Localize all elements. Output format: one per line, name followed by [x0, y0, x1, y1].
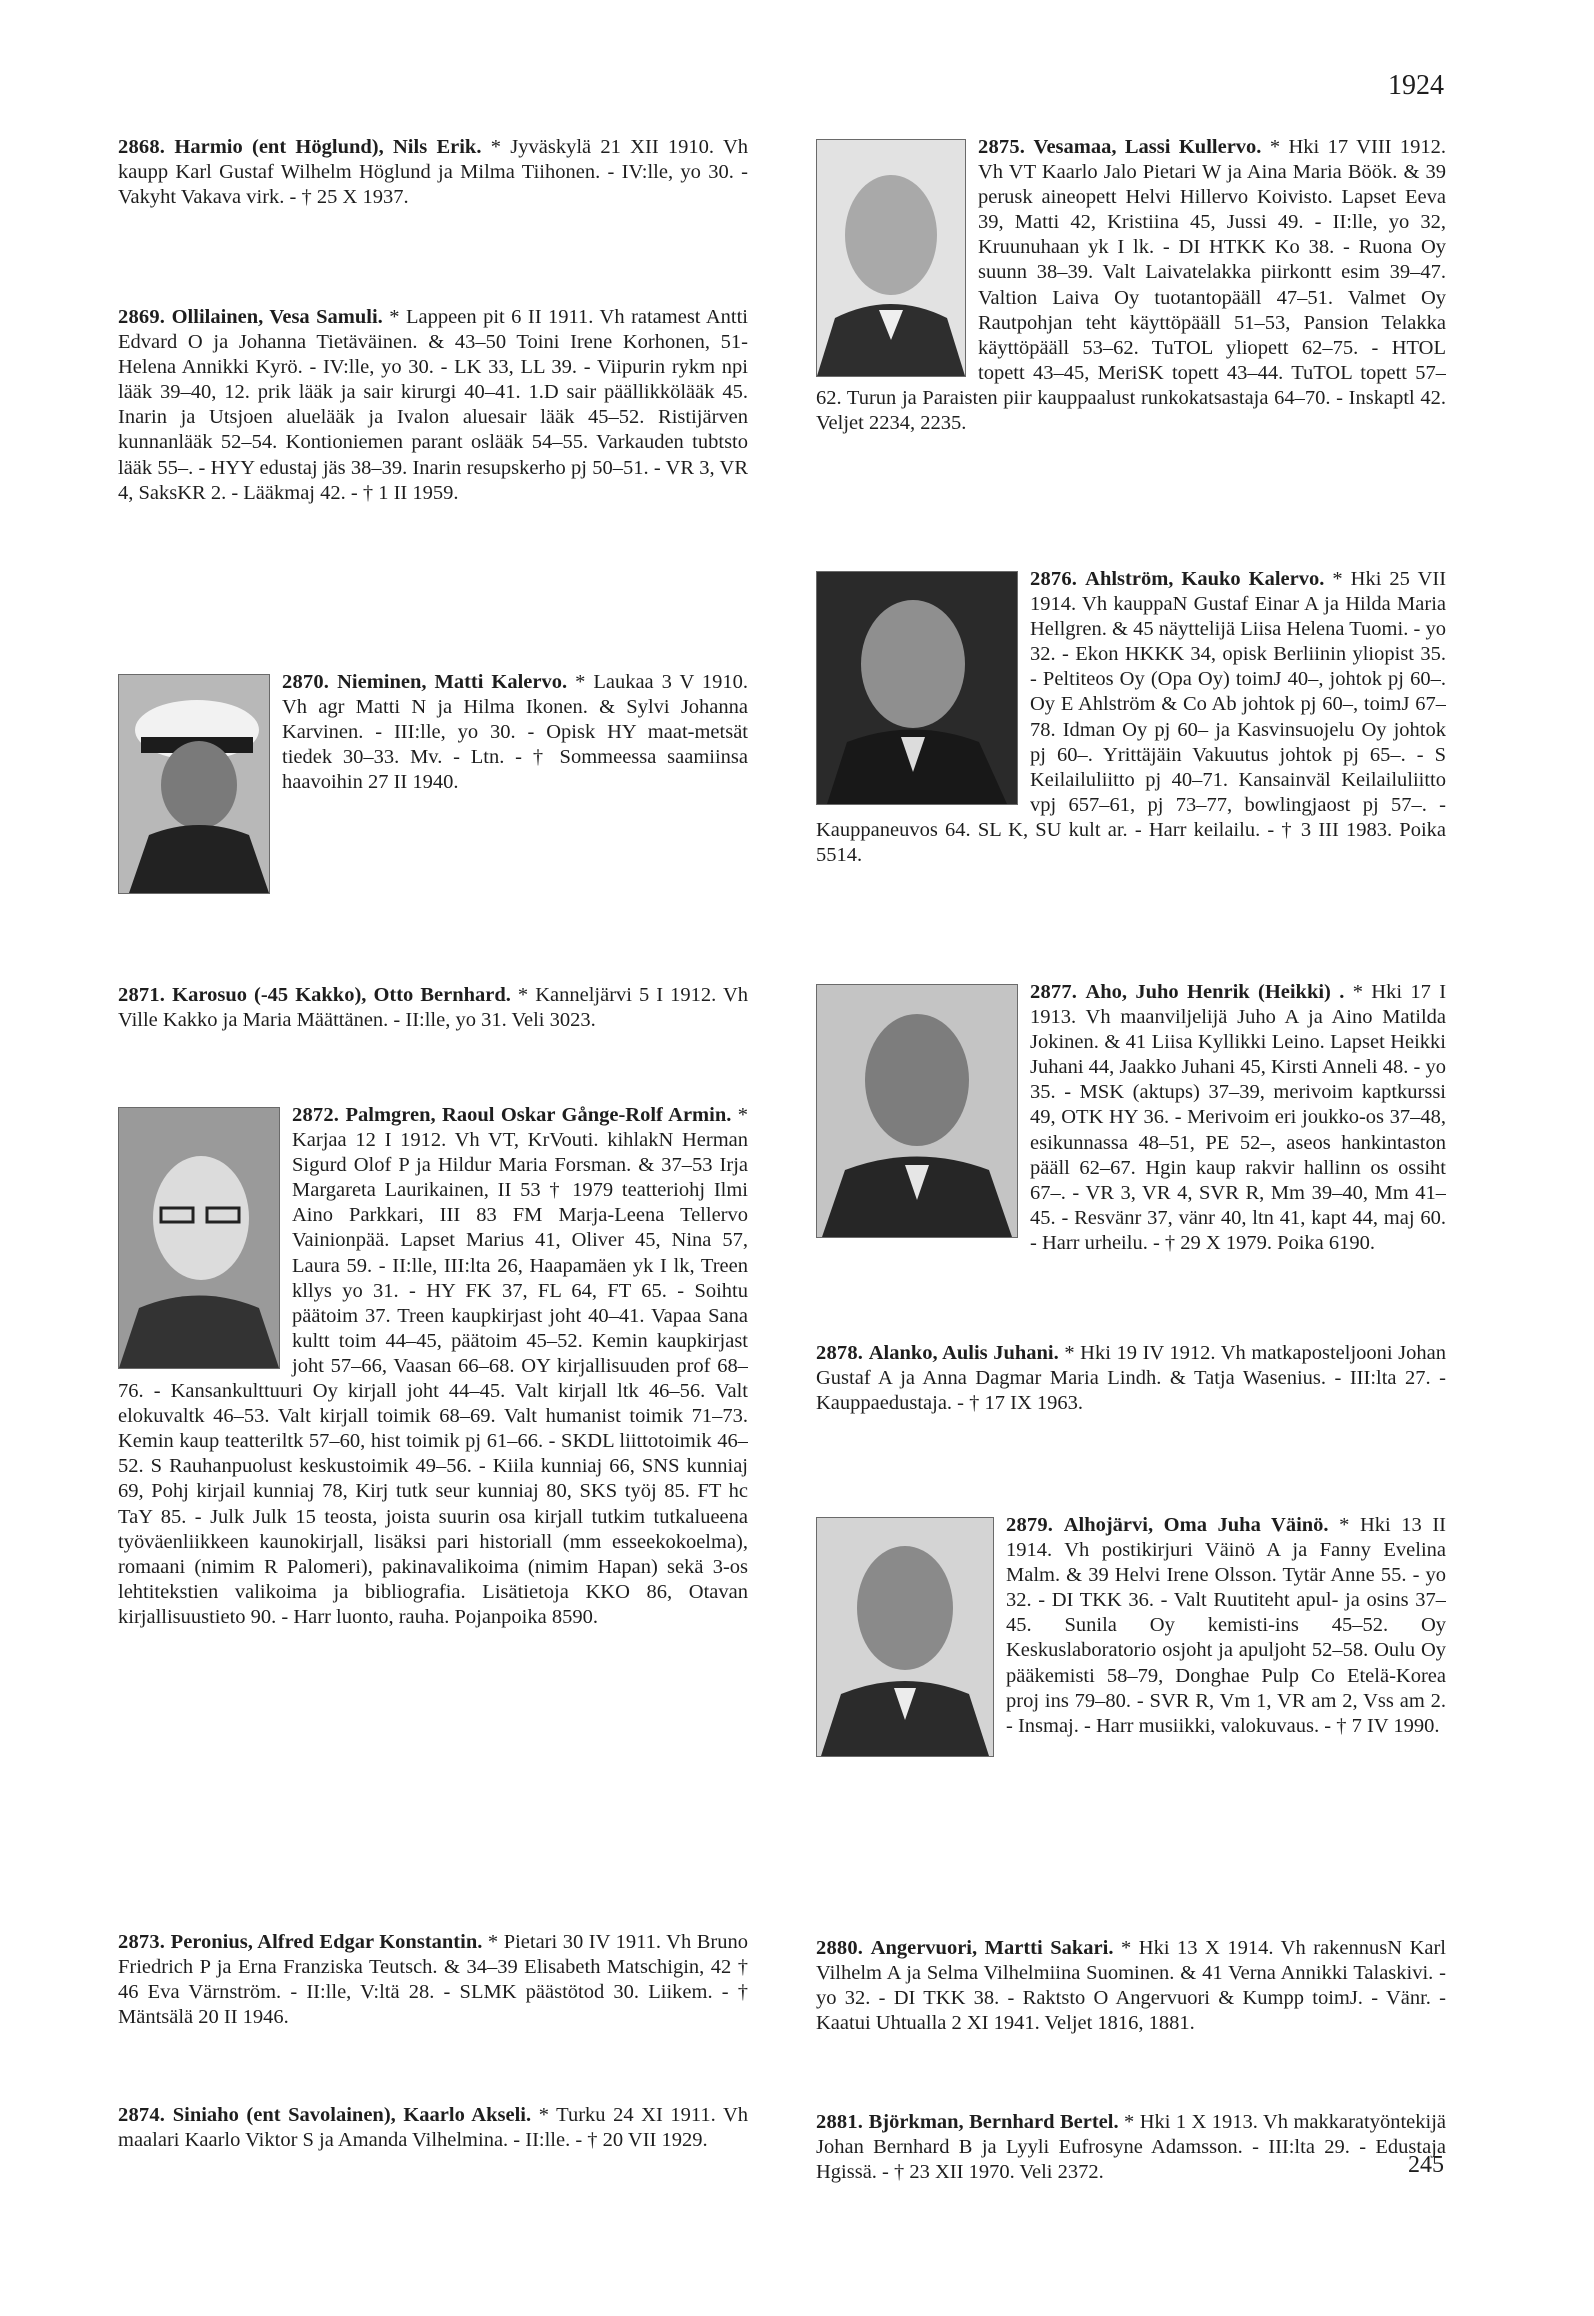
entry-name: Nieminen, Matti Kalervo. [337, 671, 568, 693]
entry-number: 2875. [978, 136, 1026, 158]
entry-name: Vesamaa, Lassi Kullervo. [1033, 136, 1262, 158]
portrait-photo [816, 139, 966, 377]
entry-text: * Hki 1 X 1913. Vh makkaratyöntekijä Johan Bernhard B ja Lyyli Eufrosyne Adamsson. - III:lta 29. - Edustaja Hgissä. - † 23 XII 1970. Veli 2372. [816, 2111, 1446, 2184]
entry-2878 [816, 1341, 1446, 1416]
entry-text: * Kanneljärvi 5 I 1912. Vh Ville Kakko ja Maria Määttänen. - II:lle, yo 31. Veli 3023. [118, 984, 748, 1032]
entry-2877 [816, 980, 1446, 1256]
entry-number: 2879. [1006, 1514, 1054, 1536]
entry-name: Harmio (ent Höglund), Nils Erik. [174, 136, 482, 158]
entry-text: * Lappeen pit 6 II 1911. Vh ratamest Antti Edvard O ja Johanna Tietäväinen. & 43–50 Toini Irene Korhonen, 51- Helena Annikki Kyrö. - IV:lle, yo 30. - LK 33, LL 39. - Viipurin rykm npi lääk 39–40, 12. prik lääk ja sair kirurgi 40–41. 1.D sair päällikkölääk 45. Inarin ja Utsjoen aluelääk ja Ivalon aluesair lääk 45–52. Ristijärven kunnanlääk 52–54. Kontioniemen parant oslääk 54–55. Varkauden tubtsto lääk 55–. - HYY edustaj jäs 38–39. Inarin resupskerho pj 50–51. - VR 3, VR 4, SaksKR 2. - Lääkmaj 42. - † 1 II 1959. [118, 306, 748, 504]
entry-name: Aho, Juho Henrik (Heikki) . [1085, 981, 1345, 1003]
entry-2875 [816, 135, 1446, 436]
entry-2873 [118, 1930, 748, 2030]
entry-2876 [816, 567, 1446, 868]
entry-2881 [816, 2110, 1446, 2185]
portrait-photo [118, 1107, 280, 1369]
entry-number: 2869. [118, 306, 166, 328]
entry-number: 2876. [1030, 568, 1078, 590]
entry-number: 2871. [118, 984, 166, 1006]
entry-text: * Laukaa 3 V 1910. Vh agr Matti N ja Hilma Ikonen. & Sylvi Johanna Karvinen. - III:lle, yo 30. - Opisk HY maat-metsät tiedek 30–33. Mv. - Ltn. - † Sommeessa saamiinsa haavoihin 27 II 1940. [282, 671, 748, 794]
entry-text: * Hki 13 II 1914. Vh postikirjuri Väinö A ja Fanny Evelina Malm. & 39 Helvi Irene Olsson. Tytär Anne 55. - yo 32. - DI TKK 36. - Valt Ruutiteht apul- ja osins 37–45. Sunila Oy kemisti-ins 45–52. Oy Keskuslaboratorio osjoht ja apuljoht 52–58. Oulu Oy pääkemisti 58–79, Donghae Pulp Co Etelä-Korea proj ins 79–80. - SVR R, Vm 1, VR am 2, Vss am 2. - Insmaj. - Harr musiikki, valokuvaus. - † 7 IV 1990. [1006, 1514, 1446, 1737]
entry-number: 2874. [118, 2104, 166, 2126]
entry-2869 [118, 305, 748, 506]
entry-name: Alanko, Aulis Juhani. [868, 1342, 1059, 1364]
entry-name: Björkman, Bernhard Bertel. [868, 2111, 1119, 2133]
entry-text: * Pietari 30 IV 1911. Vh Bruno Friedrich P ja Erna Franziska Teutsch. & 34–39 Elisabeth Matschigin, 42 † 46 Eva Värnström. - II:lle, V:ltä 28. - SLMK päästötod 30. Liikem. - † Mäntsälä 20 II 1946. [118, 1931, 748, 2029]
entry-number: 2881. [816, 2111, 864, 2133]
entry-2871 [118, 983, 748, 1033]
entry-name: Peronius, Alfred Edgar Konstantin. [170, 1931, 483, 1953]
entry-number: 2877. [1030, 981, 1078, 1003]
portrait-photo [118, 674, 270, 894]
entry-text: * Hki 25 VII 1914. Vh kauppaN Gustaf Einar A ja Hilda Maria Hellgren. & 45 näyttelijä Liisa Helena Tuomi. - yo 32. - Ekon HKKK 34, opisk Berliinin yliopist 35. - Peltiteos Oy (Opa Oy) toimJ 40–, johtok pj 60–. Oy E Ahlström & Co Ab johtok pj 60–, toimJ 67–78. Idman Oy pj 60– ja Kasvinsuojelu Oy johtok pj 60–. Yrittäjäin Vakuutus johtok pj 65–. - S Keilailuliitto pj 40–71. Kansainväl Keilailuliitto vpj 657–61, pj 73–77, bowlingjaost pj 57–. - Kauppaneuvos 64. SL K, SU kult ar. - Harr keilailu. - † 3 III 1983. Poika 5514. [816, 568, 1446, 867]
entry-name: Karosuo (-45 Kakko), Otto Bernhard. [172, 984, 511, 1006]
entry-2879 [816, 1513, 1446, 1759]
entry-2870 [118, 670, 748, 896]
entry-text: * Hki 17 VIII 1912. Vh VT Kaarlo Jalo Pietari W ja Aina Maria Böök. & 39 perusk aineopett Helvi Hillervo Koivisto. Lapset Eeva 39, Matti 42, Kristiina 45, Jussi 49. - II:lle, yo 32, Kruunuhaan yk I lk. - DI HTKK Ko 38. - Ruona Oy suunn 38–39. Valt Laivatelakka piirkontt esim 39–47. Valtion Laiva Oy tuotantopääll 47–51. Valmet Oy Rautpohjan teht käyttöpääll 51–53, Pansion Telakka käyttöpääll 53–62. TuTOL yliopett 62–75. - HTOL topett 43–45, MeriSK topett 43–44. TuTOL topett 57–62. Turun ja Paraisten piir kauppaalust runkokatsastaja 64–70. - Inskaptl 42. Veljet 2234, 2235. [816, 136, 1446, 435]
entry-name: Ahlström, Kauko Kalervo. [1085, 568, 1325, 590]
entry-number: 2873. [118, 1931, 166, 1953]
page-header-year: 1924 [1388, 70, 1444, 101]
entry-name: Alhojärvi, Oma Juha Väinö. [1063, 1514, 1329, 1536]
entry-number: 2878. [816, 1342, 864, 1364]
entry-2868 [118, 135, 748, 210]
entry-text: * Hki 17 I 1913. Vh maanviljelijä Juho A ja Aino Matilda Jokinen. & 41 Liisa Kyllikki Leino. Lapset Heikki Juhani 44, Jaakko Juhani 45, Kirsti Anneli 48. - yo 35. - MSK (aktups) 37–39, merivoim kaptkurssi 49, OTK HY 36. - Merivoim eri joukko-os 37–48, esikunnassa 48–51, PE 52–, aseos hankintaston pääll 62–67. Hgin kaup rakvir hallinn os ossiht 67–. - VR 3, VR 4, SVR R, Mm 39–40, Mm 41–45. - Resvänr 37, vänr 40, ltn 41, kapt 44, maj 60. - Harr urheilu. - † 29 X 1979. Poika 6190. [1030, 981, 1446, 1254]
entry-2874 [118, 2103, 748, 2153]
entry-number: 2872. [292, 1104, 340, 1126]
entry-text: * Turku 24 XI 1911. Vh maalari Kaarlo Viktor S ja Amanda Vilhelmina. - II:lle. - † 20 VII 1929. [118, 2104, 748, 2152]
portrait-photo [816, 984, 1018, 1238]
entry-number: 2868. [118, 136, 166, 158]
portrait-photo [816, 571, 1018, 805]
page-number: 245 [1408, 2152, 1444, 2178]
entry-name: Palmgren, Raoul Oskar Gånge-Rolf Armin. [345, 1104, 732, 1126]
entry-name: Ollilainen, Vesa Samuli. [171, 306, 383, 328]
entry-number: 2870. [282, 671, 330, 693]
entry-text: * Hki 19 IV 1912. Vh matkaposteljooni Johan Gustaf A ja Anna Dagmar Maria Lindh. & Tatja Wasenius. - III:lta 27. - Kauppaedustaja. - † 17 IX 1963. [816, 1342, 1446, 1415]
portrait-photo [816, 1517, 994, 1757]
entry-text: * Hki 13 X 1914. Vh rakennusN Karl Vilhelm A ja Selma Vilhelmiina Suominen. & 41 Verna Annikki Talaskivi. - yo 32. - DI TKK 38. - Raktsto O Angervuori & Kumpp toimJ. - Vänr. - Kaatui Uhtualla 2 XI 1941. Veljet 1816, 1881. [816, 1937, 1446, 2035]
entry-name: Angervuori, Martti Sakari. [870, 1937, 1114, 1959]
entry-number: 2880. [816, 1937, 864, 1959]
entry-2880 [816, 1936, 1446, 2036]
entry-text: * Karjaa 12 I 1912. Vh VT, KrVouti. kihlakN Herman Sigurd Olof P ja Hildur Maria Forsman. & 37–53 Irja Margareta Laurikainen, II 53 † 1979 teatteriohj Ilmi Aino Parkkari, III 83 FM Marja-Leena Tellervo Vainionpää. Lapset Marius 41, Oliver 45, Nina 57, Laura 59. - II:lle, III:lta 26, Haapamäen yk I lk, Treen kllys yo 31. - HY FK 37, FL 64, FT 65. - Soihtu päätoim 37. Treen kaupkirjast joht 40–41. Vapaa Sana kultt toim 44–45, päätoim 45–52. Kemin kaupkirjast joht 57–66, Vaasan 66–68. OY kirjallisuuden prof 68–76. - Kansankulttuuri Oy kirjall joht 44–45. Valt kirjall ltk 46–56. Valt elokuvaltk 46–53. Valt kirjall toimik 68–69. Valt humanist toimik 71–73. Kemin kaup teatteriltk 57–60, hist toimik pj 61–66. - SKDL liittotoimik 46–52. S Rauhanpuolust keskustoimik 49–56. - Kiila kunniaj 66, SNS kunniaj 69, Pohj kirjail kunniaj 78, Kirj tutk seur kunniaj 80, SKS työj 85. FT hc TaY 85. - Julk Julk 15 teosta, joista suurin osa kirjall tutkim tutkalueena työväenliikkeen kaunokirjall, lisäksi pari historiall (mm esseekokoelma), romaani (nimim R Palomeri), pakinavalikoima (nimim Hapan) sekä 3-os lehtitekstien valikoima ja bibliografia. Lisätietoja KKO 86, Otavan kirjallisuustieto 90. - Harr luonto, rauha. Pojanpoika 8590. [118, 1104, 748, 1628]
entry-text: * Jyväskylä 21 XII 1910. Vh kaupp Karl Gustaf Wilhelm Höglund ja Milma Tiihonen. - IV:lle, yo 30. - Vakyht Vakava virk. - † 25 X 1937. [118, 136, 748, 209]
entry-2872 [118, 1103, 748, 1630]
entry-name: Siniaho (ent Savolainen), Kaarlo Akseli. [172, 2104, 532, 2126]
